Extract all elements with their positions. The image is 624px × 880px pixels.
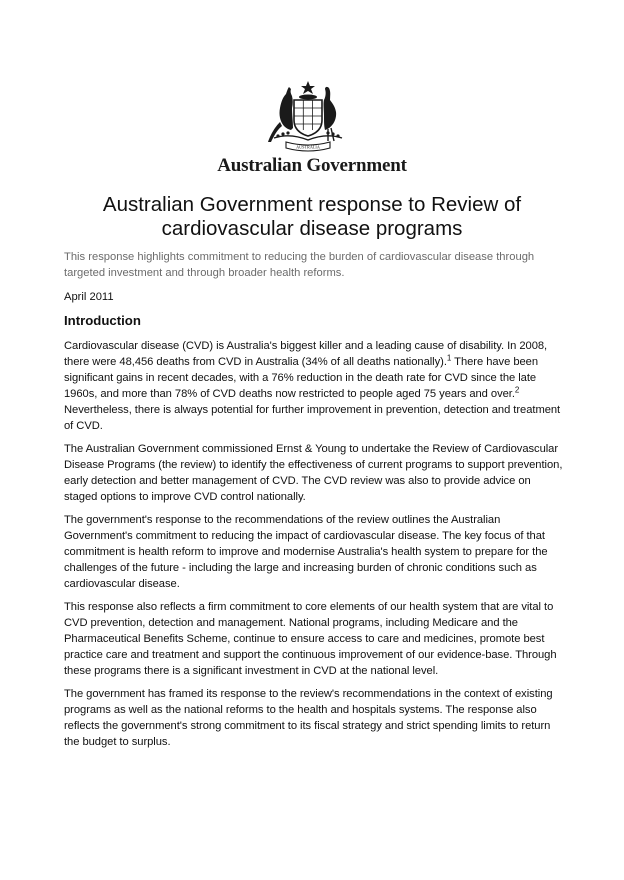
- paragraph-1-text-c: Nevertheless, there is always potential for further improvement in prevention, detection and treatment of CVD.: [64, 404, 561, 432]
- section-heading-introduction: Introduction: [64, 313, 141, 328]
- paragraph-1: [64, 338, 564, 434]
- document-date: April 2011: [64, 291, 114, 303]
- paragraph-3: The government's response to the recommendations of the review outlines the Australian Government's commitment to reducing the impact of cardiovascular disease. The key focus of that commitment is health reform to improve and modernise Australia's health system to prepare for the challenges of the future - including the large and increasing burden of chronic conditions such as cardiovascular disease.: [64, 514, 548, 590]
- paragraph-5: The government has framed its response to the review's recommendations in the context of existing programs as well as the national reforms to the health and hospitals systems. The response also reflects the government's strong commitment to its fiscal strategy and strict spending limits to return the budget to surplus.: [64, 688, 553, 748]
- document-body: [64, 250, 564, 757]
- svg-text:AUSTRALIA: AUSTRALIA: [296, 144, 320, 150]
- document-title: Australian Government response to Review of cardiovascular disease programs: [102, 193, 522, 240]
- government-name: Australian Government: [217, 155, 407, 176]
- paragraph-1-text-b: There have been significant gains in recent decades, with a 76% reduction in the death rate for CVD since the late 1960s, and more than 78% of CVD deaths now restricted to people aged 75 years and over.: [64, 356, 539, 400]
- paragraph-1-text-a: Cardiovascular disease (CVD) is Australia's biggest killer and a leading cause of disability. In 2008, there were 48,456 deaths from CVD in Australia (34% of all deaths nationally).: [64, 340, 548, 368]
- document-summary: This response highlights commitment to reducing the burden of cardiovascular disease through targeted investment and through broader health reforms.: [64, 251, 535, 279]
- australian-coat-of-arms-icon: [258, 78, 358, 154]
- footnote-ref-1: 1: [446, 353, 452, 363]
- footnote-ref-2: 2: [514, 385, 520, 395]
- paragraph-4: This response also reflects a firm commitment to core elements of our health system that are vital to CVD prevention, detection and management. National programs, including Medicare and the Pharmaceutical Benefits Scheme, continue to ensure access to care and medicines, promote best practice care and treatment and support the continuous improvement of our evidence-base. Through these programs there is a significant investment in CVD at the national level.: [64, 601, 557, 677]
- paragraph-2: The Australian Government commissioned Ernst & Young to undertake the Review of Cardiovascular Disease Programs (the review) to identify the effectiveness of current programs to support prevention, early detection and better management of CVD. The CVD review was also to provide advice on staged options to improve CVD control nationally.: [64, 443, 563, 503]
